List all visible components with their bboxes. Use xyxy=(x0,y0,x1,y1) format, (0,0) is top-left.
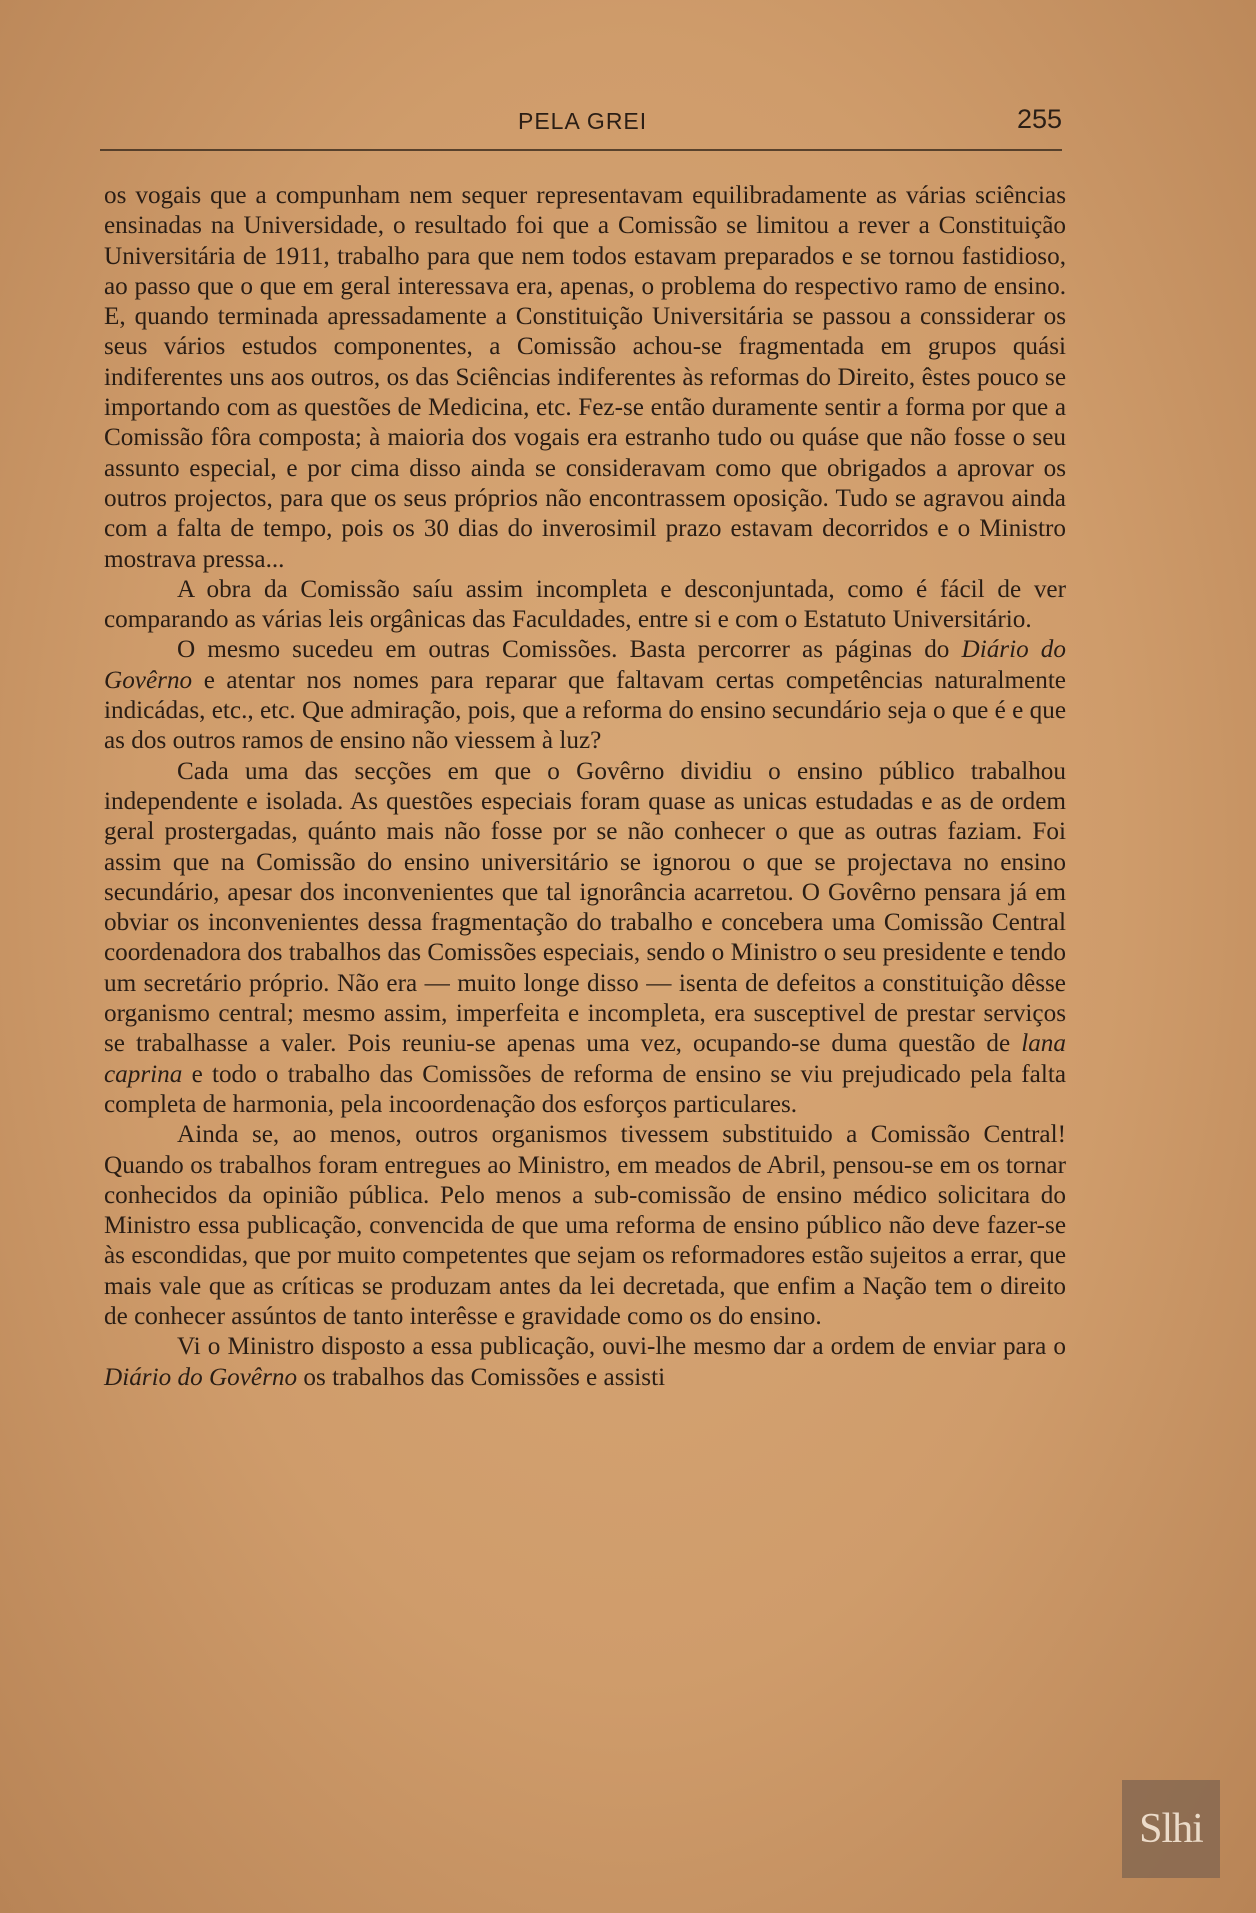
italic-text: lana caprina xyxy=(104,1030,1066,1088)
italic-text: Diário do Govêrno xyxy=(104,636,1066,694)
running-title: PELA GREI xyxy=(518,108,648,134)
text-run: Ainda se, ao menos, outros organismos tivessem substituido a Comissão Central! Quando os trabalhos foram entregues ao Ministro, em meados de Abril, pensou-se em os tornar conhecidos da opinião pública. Pelo menos a sub-comissão de ensino médico solicitara do Ministro essa publicação, convencida de que uma reforma de ensino público não deve fazer-se às escondidas, que por muito competentes que sejam os reformadores estão sujeitos a errar, que mais vale que as críticas se produzam antes da lei decretada, que enfim a Nação tem o direito de conhecer assúntos de tanto interêsse e gravidade como os do ensino. xyxy=(104,1121,1066,1330)
paragraph xyxy=(104,575,1066,636)
page-number: 255 xyxy=(1016,104,1062,134)
text-run: Cada uma das secções em que o Govêrno dividiu o ensino público trabalhou independente e isolada. As questões especiais foram quase as unicas estudadas e as de ordem geral prostergadas, quánto mais não fosse por se não conhecer o que as outras faziam. Foi assim que na Comissão do ensino universitário se ignorou o que se projectava no ensino secundário, apesar dos inconvenientes que tal ignorância acarretou. O Govêrno pensara já em obviar os inconvenientes dessa fragmentação do trabalho e concebera uma Comissão Central coordenadora dos trabalhos das Comissões especiais, sendo o Ministro o seu presidente e tendo um secretário próprio. Não era — muito longe disso — isenta de defeitos a constituição dêsse organismo central; mesmo assim, imperfeita e incompleta, era susceptivel de prestar serviços se trabalhasse a valer. Pois reuniu-se apenas uma vez, ocupando-se duma questão de xyxy=(104,757,1066,1058)
paragraph xyxy=(104,757,1066,1121)
text-run: os trabalhos das Comissões e assisti xyxy=(297,1363,666,1391)
page-header xyxy=(100,104,1062,154)
text-run: e atentar nos nomes para reparar que faltavam certas competências naturalmente indicádas, etc., etc. Que admiração, pois, que a reforma do ensino secundário seja o que é e que as dos outros ramos de ensino não viessem à luz? xyxy=(104,666,1066,755)
logo-text: Slhi xyxy=(1139,1806,1203,1852)
header-rule xyxy=(100,149,1062,151)
text-run: O mesmo sucedeu em outras Comissões. Basta percorrer as páginas do xyxy=(177,636,962,664)
paragraph xyxy=(104,181,1066,575)
text-run: os vogais que a compunham nem sequer representavam equilibradamente as várias sciências ensinadas na Universidade, o resultado foi que a Comissão se limitou a rever a Constituição Universitária de 1911, trabalho para que nem todos estavam preparados e se tornou fastidioso, ao passo que o que em geral interessava era, apenas, o problema do respectivo ramo de ensino. E, quando terminada apressadamente a Constituição Universitária se passou a conssiderar os seus vários estudos componentes, a Comissão achou-se fragmentada em grupos quási indiferentes uns aos outros, os das Sciências indiferentes às reformas do Direito, êstes pouco se importando com as questões de Medicina, etc. Fez-se então duramente sentir a forma por que a Comissão fôra composta; à maioria dos vogais era estranho tudo ou quáse que não fosse o seu assunto especial, e por cima disso ainda se consideravam como que obrigados a aprovar os outros projectos, para que os seus próprios não encontrassem oposição. Tudo se agravou ainda com a falta de tempo, pois os 30 dias do inverosimil prazo estavam decorridos e o Ministro mostrava pressa... xyxy=(104,182,1066,573)
paragraph xyxy=(104,1120,1066,1332)
text-run: e todo o trabalho das Comissões de reforma de ensino se viu prejudicado pela falta completa de harmonia, pela incoordenação dos esforços particulares. xyxy=(104,1060,1066,1118)
body-text xyxy=(104,181,1066,1393)
italic-text: Diário do Govêrno xyxy=(104,1363,298,1391)
library-logo xyxy=(1122,1780,1220,1878)
paragraph xyxy=(104,635,1066,756)
paragraph xyxy=(104,1332,1066,1393)
text-run: A obra da Comissão saíu assim incompleta e desconjuntada, como é fácil de ver comparando as várias leis orgânicas das Faculdades, entre si e com o Estatuto Universitário. xyxy=(104,575,1066,634)
text-run: Vi o Ministro disposto a essa publicação, ouvi-lhe mesmo dar a ordem de enviar para o xyxy=(177,1333,1066,1361)
